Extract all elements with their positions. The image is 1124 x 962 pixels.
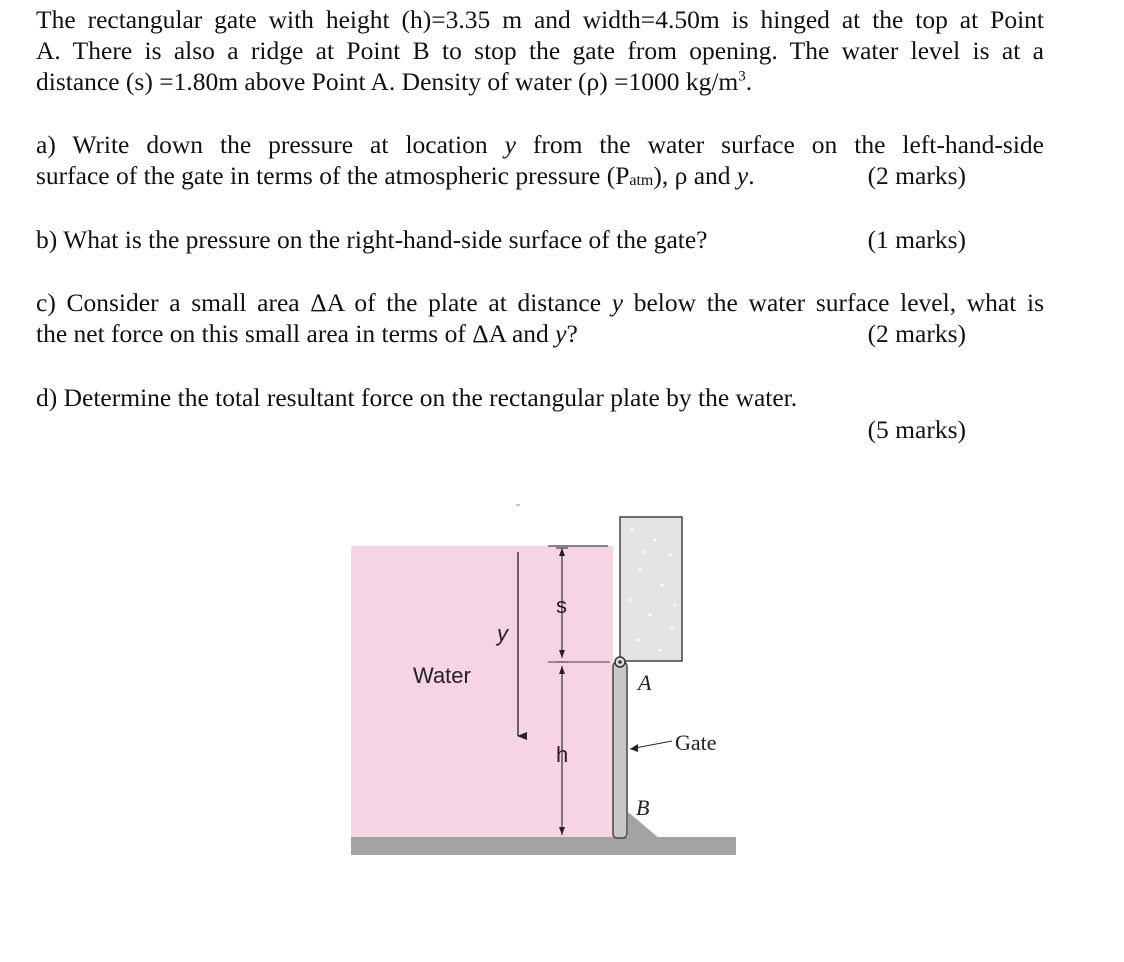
question-c-line-1: c) Consider a small area ΔA of the plate at distance y below the water surface level, what is bbox=[36, 288, 1045, 317]
question-d bbox=[36, 382, 966, 413]
intro-line-1: The rectangular gate with height (h)=3.35 m and width=4.50m is hinged at the top at Point bbox=[36, 5, 1044, 34]
gate-label: Gate bbox=[675, 730, 717, 755]
b-label: B bbox=[636, 795, 650, 820]
question-c-line-2: the net force on this small area in terms of ΔA and y? (2 marks) bbox=[36, 319, 966, 348]
y-label: y bbox=[497, 621, 508, 646]
h-label: h bbox=[556, 742, 569, 767]
question-b-text: b) What is the pressure on the right-hand-side surface of the gate? bbox=[36, 225, 708, 254]
question-a-line-1: a) Write down the pressure at location y from the water surface on the left-hand-side bbox=[36, 130, 1044, 159]
question-a bbox=[36, 129, 1044, 160]
question-c-marks: (2 marks) bbox=[867, 319, 966, 348]
a-label: A bbox=[638, 670, 652, 695]
gate-diagram bbox=[330, 490, 750, 870]
question-b bbox=[36, 224, 966, 255]
intro-line-2: A. There is also a ridge at Point B to stop the gate from opening. The water level is at a bbox=[36, 36, 1044, 65]
gate-plate bbox=[613, 662, 627, 838]
water-region bbox=[351, 546, 613, 837]
wall-block bbox=[620, 517, 682, 661]
ground-base bbox=[351, 837, 736, 855]
intro-paragraph bbox=[36, 4, 1044, 97]
question-d-marks: (5 marks) bbox=[867, 415, 966, 444]
question-a-marks: (2 marks) bbox=[867, 161, 966, 190]
intro-line-3: distance (s) =1.80m above Point A. Density of water (ρ) =1000 $kg/m^3$. bbox=[36, 67, 753, 96]
s-label: s bbox=[556, 593, 567, 618]
question-b-marks: (1 marks) bbox=[867, 225, 966, 254]
water-label: Water bbox=[413, 663, 471, 688]
unit-superscript: 3 bbox=[738, 68, 746, 85]
question-d-text: d) Determine the total resultant force on the rectangular plate by the water. bbox=[36, 383, 798, 412]
question-a-line-2: surface of the gate in terms of the atmospheric pressure $(P_{atm})$, ρ and y. (2 marks) bbox=[36, 161, 966, 190]
question-c bbox=[36, 287, 1044, 318]
